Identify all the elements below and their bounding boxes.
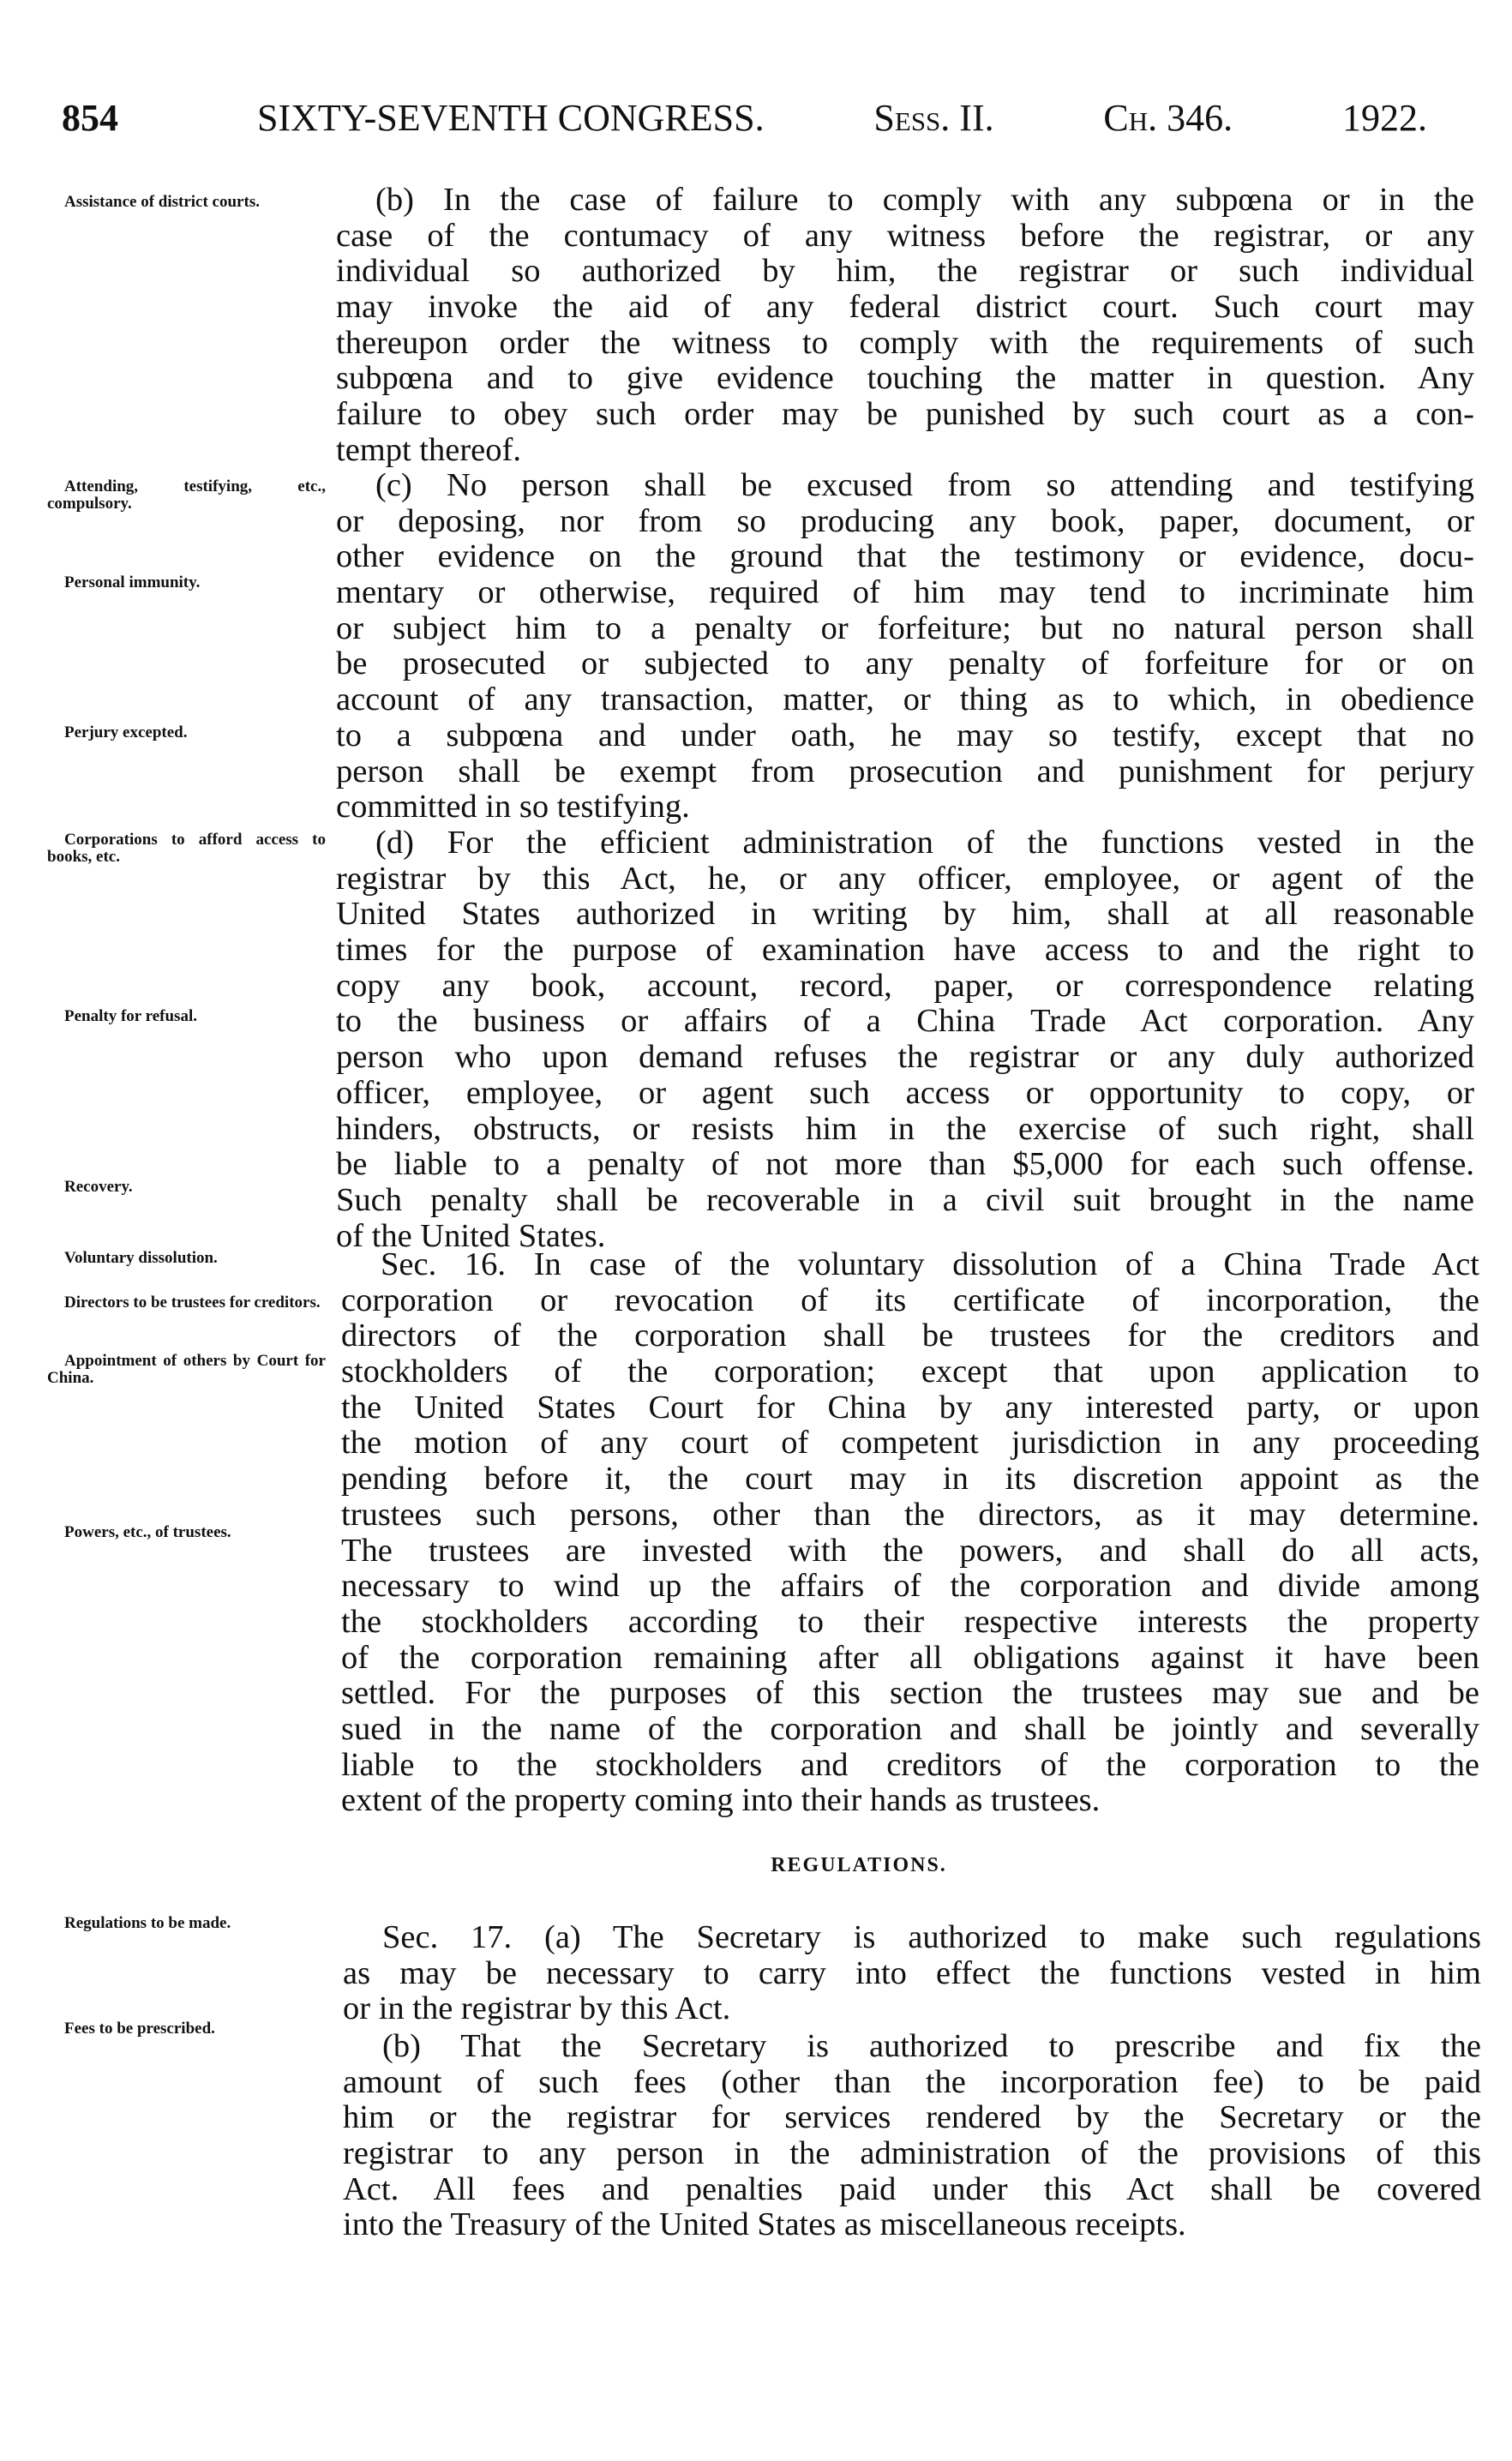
text-line: Such penalty shall be recoverable in a civil suit brought in the name — [336, 1181, 1474, 1218]
text-line: or deposing, nor from so producing any book, paper, document, or — [336, 502, 1474, 539]
text-line: or in the registrar by this Act. — [343, 1990, 731, 2027]
text-line: as may be necessary to carry into effect the functions vested in him — [343, 1954, 1481, 1991]
text-line: (c) No person shall be excused from so attending and testifying — [375, 467, 1474, 503]
paragraph-d-access-to-books — [336, 825, 1474, 1254]
text-line: to a subpœna and under oath, he may so testify, except that no — [336, 717, 1474, 753]
text-line: tempt thereof. — [336, 431, 521, 468]
text-line: hinders, obstructs, or resists him in the exercise of such right, shall — [336, 1110, 1474, 1147]
text-line: may invoke the aid of any federal district court. Such court may — [336, 289, 1474, 326]
text-line: Sec. 16. In case of the voluntary dissolution of a China Trade Act — [381, 1246, 1479, 1282]
text-line: or subject him to a penalty or forfeiture; but no natural person shall — [336, 609, 1474, 646]
text-line: to the business or affairs of a China Trade Act corporation. Any — [336, 1003, 1474, 1040]
paragraph-c-compulsory-testimony — [336, 468, 1474, 825]
margin-note: Directors to be trustees for creditors. — [64, 1294, 321, 1312]
margin-note: Recovery. — [64, 1178, 133, 1196]
margin-note: Voluntary dissolution. — [64, 1249, 218, 1267]
margin-note: Powers, etc., of trustees. — [64, 1523, 231, 1541]
text-line: mentary or otherwise, required of him may tend to incriminate him — [336, 574, 1474, 611]
text-line: (b) In the case of failure to comply with any subpœna or in the — [375, 182, 1474, 218]
text-line: directors of the corporation shall be trustees for the creditors and — [341, 1318, 1479, 1354]
text-line: sued in the name of the corporation and shall be jointly and severally — [341, 1710, 1479, 1747]
text-line: stockholders of the corporation; except that upon application to — [341, 1354, 1479, 1390]
chapter: Ch. 346. — [1103, 97, 1233, 139]
text-line: other evidence on the ground that the testimony or evidence, docu- — [336, 538, 1474, 575]
session: Sess. II. — [873, 97, 994, 139]
text-line: person who upon demand refuses the registrar or any duly authorized — [336, 1039, 1474, 1076]
text-line: trustees such persons, other than the directors, as it may determine. — [341, 1496, 1479, 1533]
text-line: be prosecuted or subjected to any penalty of forfeiture for or on — [336, 645, 1474, 682]
section-17-b — [343, 2029, 1481, 2243]
text-line: the United States Court for China by any interested party, or upon — [341, 1389, 1479, 1426]
text-line: Sec. 17. (a) The Secretary is authorized to make such regulations — [382, 1919, 1481, 1955]
text-line: person shall be exempt from prosecution and punishment for perjury — [336, 753, 1474, 789]
margin-note: Fees to be prescribed. — [64, 2020, 215, 2038]
text-line: times for the purpose of examination have access to and the right to — [336, 932, 1474, 969]
text-line: (d) For the efficient administration of the functions vested in the — [375, 825, 1474, 861]
text-line: into the Treasury of the United States as miscellaneous receipts. — [343, 2206, 1186, 2243]
text-line: officer, employee, or agent such access or opportunity to copy, or — [336, 1074, 1474, 1111]
text-line: (b) That the Secretary is authorized to prescribe and fix the — [382, 2028, 1481, 2064]
text-line: United States authorized in writing by him, shall at all reasonable — [336, 896, 1474, 933]
text-line: corporation or revocation of its certificate of incorporation, the — [341, 1282, 1479, 1318]
text-line: case of the contumacy of any witness before the registrar, or any — [336, 217, 1474, 254]
text-line: committed in so testifying. — [336, 789, 690, 825]
text-line: settled. For the purposes of this section the trustees may sue and be — [341, 1675, 1479, 1712]
text-line: account of any transaction, matter, or thing as to which, in obedience — [336, 681, 1474, 718]
margin-note: Perjury excepted. — [64, 723, 188, 741]
text-line: be liable to a penalty of not more than $5,000 for each such offense. — [336, 1146, 1474, 1183]
text-line: copy any book, account, record, paper, or correspondence relating — [336, 967, 1474, 1004]
margin-note: Penalty for refusal. — [64, 1007, 197, 1025]
margin-note: Attending, testifying, etc., compulsory. — [47, 477, 326, 513]
text-line: liable to the stockholders and creditors of the corporation to the — [341, 1746, 1479, 1783]
section-16 — [341, 1247, 1479, 1819]
running-header — [257, 96, 1427, 140]
congress-title: SIXTY-SEVENTH CONGRESS. — [257, 97, 765, 139]
text-line: registrar by this Act, he, or any officer, employee, or agent of the — [336, 860, 1474, 897]
text-line: failure to obey such order may be punished by such court as a con- — [336, 396, 1474, 433]
text-line: of the United States. — [336, 1217, 606, 1254]
text-line: him or the registrar for services rendered by the Secretary or the — [343, 2099, 1481, 2136]
text-line: subpœna and to give evidence touching the matter in question. Any — [336, 360, 1474, 397]
text-line: the stockholders according to their respective interests the property — [341, 1603, 1479, 1640]
margin-note: Assistance of district courts. — [64, 193, 260, 211]
text-line: necessary to wind up the affairs of the corporation and divide among — [341, 1568, 1479, 1605]
text-line: individual so authorized by him, the registrar or such individual — [336, 253, 1474, 290]
text-line: pending before it, the court may in its discretion appoint as the — [341, 1461, 1479, 1498]
text-line: registrar to any person in the administration of the provisions of this — [343, 2135, 1481, 2172]
year: 1922. — [1341, 97, 1427, 139]
text-line: amount of such fees (other than the incorporation fee) to be paid — [343, 2063, 1481, 2100]
margin-note: Appointment of others by Court for China. — [47, 1352, 326, 1387]
margin-note: Personal immunity. — [64, 573, 201, 591]
text-line: the motion of any court of competent jurisdiction in any proceeding — [341, 1425, 1479, 1462]
text-line: thereupon order the witness to comply with the requirements of such — [336, 324, 1474, 361]
text-line: The trustees are invested with the powers, and shall do all acts, — [341, 1532, 1479, 1569]
text-line: of the corporation remaining after all obligations against it have been — [341, 1639, 1479, 1676]
section-heading: REGULATIONS. — [771, 1854, 947, 1876]
text-line: extent of the property coming into their hands as trustees. — [341, 1782, 1101, 1819]
section-17-a — [343, 1920, 1481, 2027]
text-line: Act. All fees and penalties paid under this Act shall be covered — [343, 2170, 1481, 2207]
paragraph-b-district-courts — [336, 183, 1474, 469]
margin-note: Corporations to afford access to books, etc. — [47, 831, 326, 866]
margin-note: Regulations to be made. — [64, 1914, 231, 1932]
page-number: 854 — [62, 97, 118, 139]
